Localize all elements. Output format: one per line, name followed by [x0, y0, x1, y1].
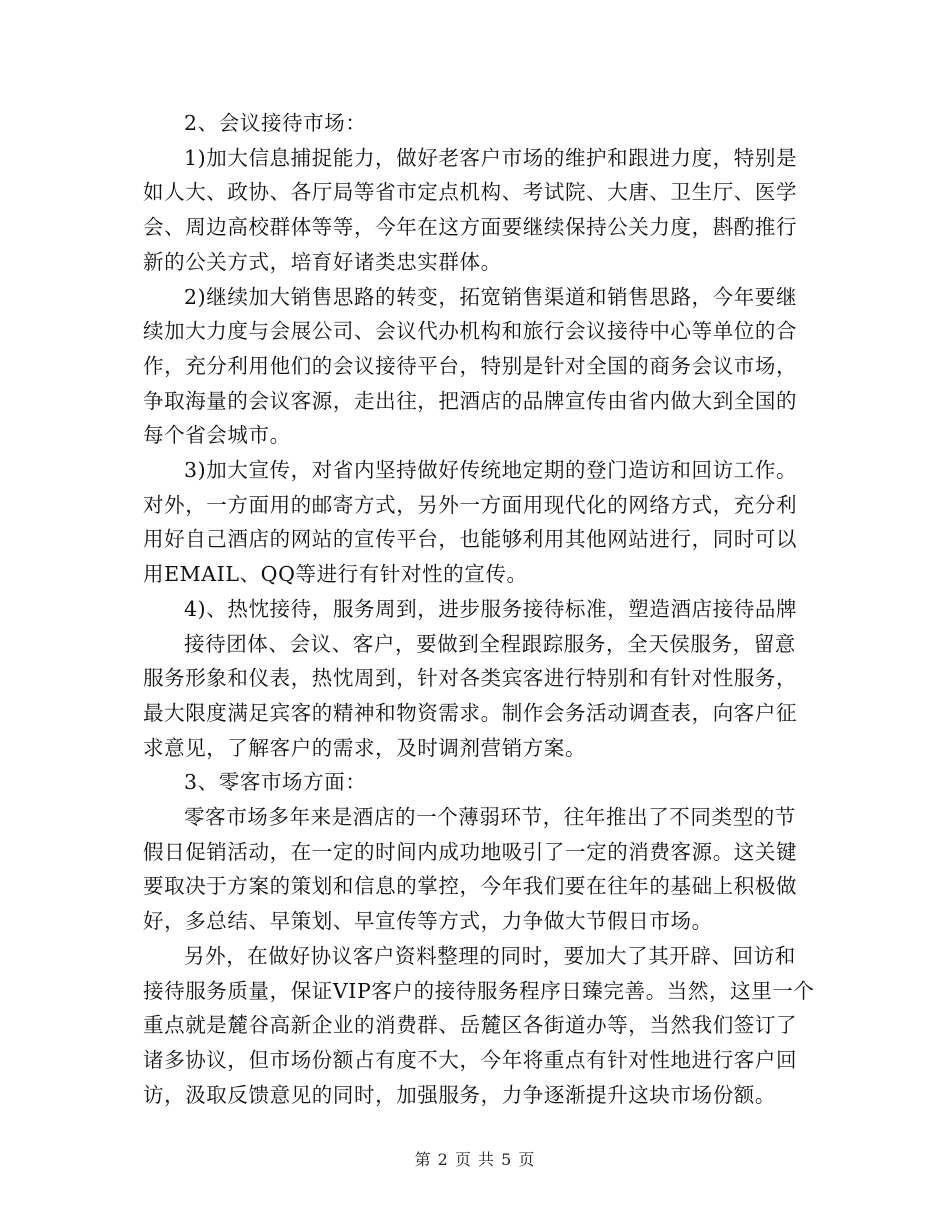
paragraph-reception-service: 接待团体、会议、客户，要做到全程跟踪服务，全天侯服务，留意服务形象和仪表，热忱周到，针对各类宾客进行特别和有针对性服务，最大限度满足宾客的精神和物资需求。制作会务活动调查表，向客户征求意见，了解客户的需求，及时调剂营销方案。	[143, 631, 798, 760]
page-number-footer: 第 2 页 共 5 页	[414, 1150, 536, 1169]
paragraph-retail-market: 零客市场多年来是酒店的一个薄弱环节，往年推出了不同类型的节假日促销活动，在一定的时间内成功地吸引了一定的消费客源。这关键要取决于方案的策划和信息的掌控，今年我们要在往年的基础上积极做好，多总结、早策划、早宣传等方式，力争做大节假日市场。	[143, 805, 798, 934]
paragraph-item-4-heading: 4)、热忱接待，服务周到，进步服务接待标准，塑造酒店接待品牌	[184, 596, 798, 621]
section-heading-retail-market: 3、零客市场方面：	[184, 770, 367, 795]
paragraph-agreement-clients: 另外，在做好协议客户资料整理的同时，要加大了其开辟、回访和接待服务质量，保证VIP客户的接待服务程序日臻完善。当然，这里一个重点就是麓谷高新企业的消费群、岳麓区各街道办等，当然我们签订了诸多协议，但市场份额占有度不大，今年将重点有针对性地进行客户回访，汲取反馈意见的同时，加强服务，力争逐渐提升这块市场份额。	[143, 943, 815, 1107]
document-body	[143, 106, 815, 1112]
section-heading-conference-market: 2、会议接待市场：	[184, 111, 367, 135]
paragraph-item-1: 1)加大信息捕捉能力，做好老客户市场的维护和跟进力度，特别是如人大、政协、各厅局等省市定点机构、考试院、大唐、卫生厅、医学会、周边高校群体等等，今年在这方面要继续保持公关力度，斟酌推行新的公关方式，培育好诸类忠实群体。	[143, 145, 798, 274]
paragraph-item-3: 3)加大宣传，对省内坚持做好传统地定期的登门造访和回访工作。对外，一方面用的邮寄方式，另外一方面用现代化的网络方式，充分利用好自己酒店的网站的宣传平台，也能够利用其他网站进行，同时可以用EMAIL、QQ等进行有针对性的宣传。	[143, 458, 798, 587]
paragraph-item-2: 2)继续加大销售思路的转变，拓宽销售渠道和销售思路，今年要继续加大力度与会展公司、会议代办机构和旅行会议接待中心等单位的合作，充分利用他们的会议接待平台，特别是针对全国的商务会议市场，争取海量的会议客源，走出往，把酒店的品牌宣传由省内做大到全国的每个省会城市。	[143, 284, 798, 448]
